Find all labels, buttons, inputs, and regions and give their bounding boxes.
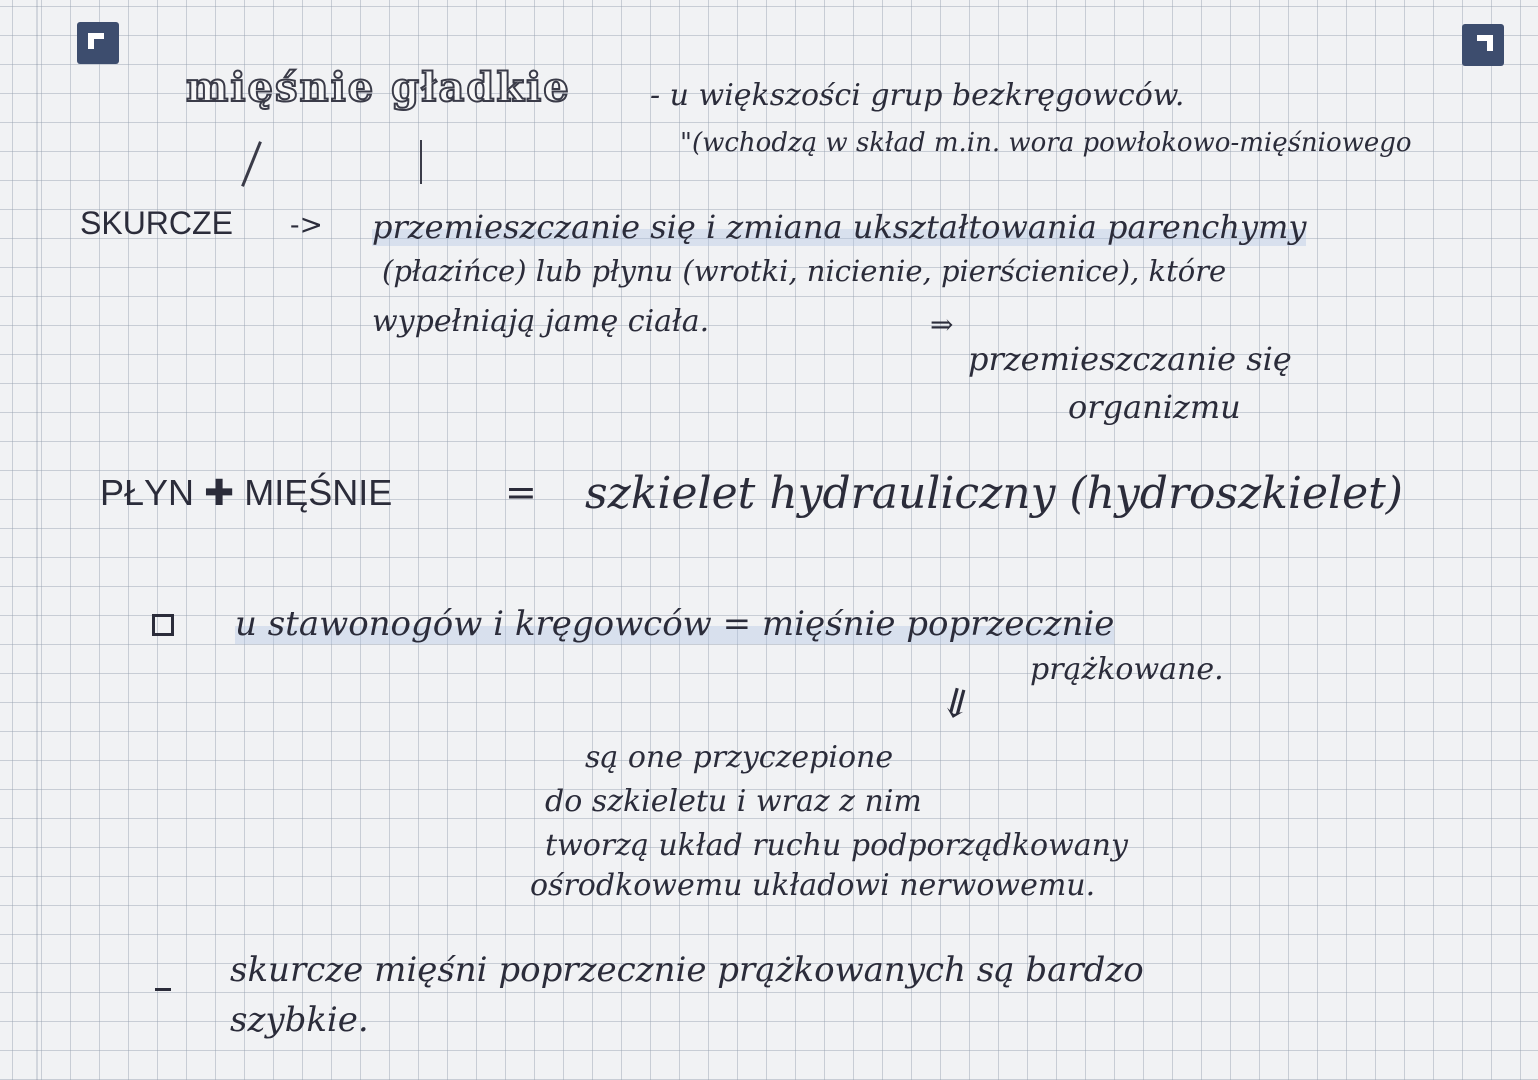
- right-arrow-icon: ->: [290, 208, 323, 241]
- checkbox-bullet-icon: [152, 614, 174, 636]
- skurcze-line-3: wypełniają jamę ciała.: [372, 304, 710, 339]
- title-subnote: "(wchodzą w skład m.in. wora powłokowo-mięśniowego: [680, 128, 1412, 158]
- contraction-line-2: szybkie.: [230, 1000, 369, 1040]
- equation-equals: =: [505, 470, 537, 514]
- note-title: mięśnie gładkie: [186, 64, 571, 111]
- arthropods-line: u stawonogów i kręgowców = mięśnie poprzecznie: [235, 604, 1115, 644]
- down-left-arrow-icon: ⇙: [930, 674, 983, 732]
- attached-line-2: do szkieletu i wraz z nim: [545, 784, 922, 819]
- skurcze-line-1: przemieszczanie się i zmiana ukształtowania parenchymy: [372, 208, 1307, 246]
- result-line-2: organizmu: [1068, 388, 1241, 426]
- page-margin-line: [36, 0, 38, 1080]
- attached-line-3: tworzą układ ruchu podporządkowany: [545, 828, 1128, 863]
- pointer-stroke: [420, 140, 422, 184]
- corner-bracket-top-left-icon: [77, 22, 119, 64]
- attached-line-1: są one przyczepione: [585, 740, 894, 775]
- implies-arrow-icon: ⇒: [930, 308, 954, 341]
- equation-right: szkielet hydrauliczny (hydroszkielet): [585, 468, 1403, 519]
- title-note: - u większości grup bezkręgowców.: [650, 78, 1185, 113]
- attached-line-4: ośrodkowemu układowi nerwowemu.: [530, 868, 1096, 903]
- result-line-1: przemieszczanie się: [968, 340, 1292, 378]
- skurcze-label: SKURCZE: [80, 205, 233, 241]
- pointer-stroke: [241, 141, 262, 187]
- contraction-line-1: skurcze mięśni poprzecznie prążkowanych są bardzo: [230, 950, 1144, 990]
- corner-bracket-top-right-icon: [1462, 24, 1504, 66]
- dash-bullet: [155, 988, 171, 991]
- equation-left: PŁYN ✚ MIĘŚNIE: [100, 472, 393, 513]
- arthropods-line-2: prążkowane.: [1030, 652, 1224, 687]
- skurcze-line-2: (płazińce) lub płynu (wrotki, nicienie, pierścienice), które: [382, 254, 1227, 288]
